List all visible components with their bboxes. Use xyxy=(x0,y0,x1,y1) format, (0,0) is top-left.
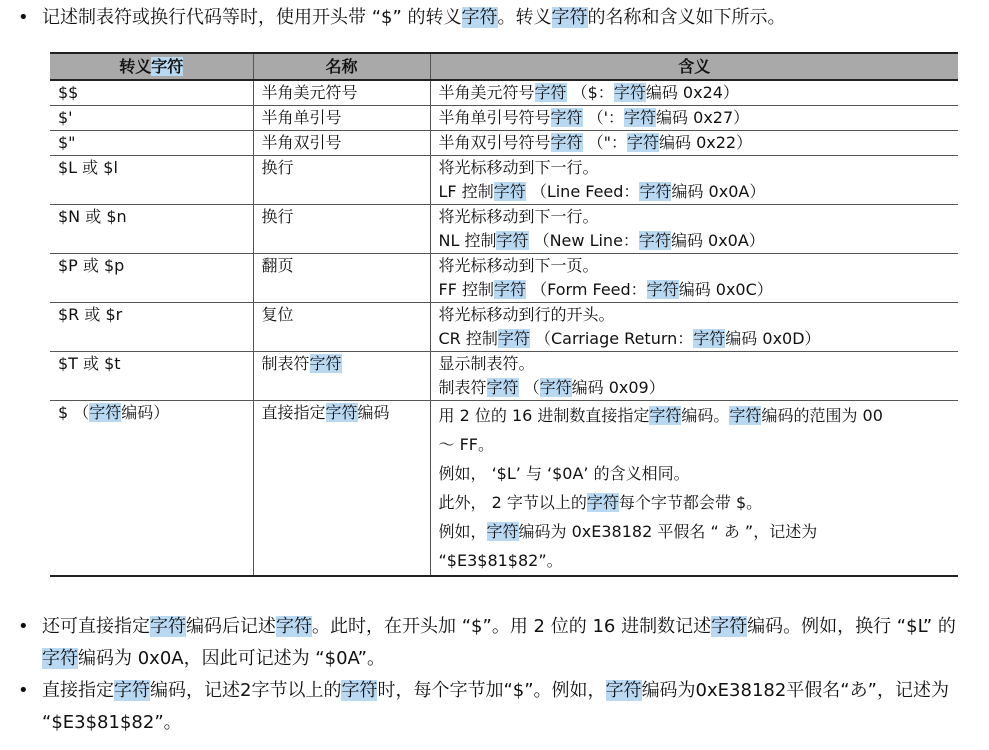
highlighted-term: 字符 xyxy=(534,83,567,102)
table-row xyxy=(50,401,958,577)
text-segment: 显示制表符。 xyxy=(438,354,535,373)
cell-escape-char xyxy=(50,131,253,156)
meaning-line xyxy=(439,106,951,130)
header-meaning xyxy=(430,53,958,80)
text-segment: 例如， xyxy=(438,522,487,541)
text-segment: ～ FF。 xyxy=(438,435,494,454)
text-segment: 编码为 0x0A，因此可记述为 “$0A”。 xyxy=(78,648,385,669)
note-2-paragraph xyxy=(42,675,972,739)
cell-escape-char xyxy=(50,80,253,106)
intro-bullet: • xyxy=(18,7,29,28)
text-segment: 将光标移动到下一页。 xyxy=(438,256,599,275)
text-segment: $$ xyxy=(58,83,79,102)
text-segment: 。转义 xyxy=(497,7,552,28)
text-segment: 编码 0x0D） xyxy=(725,329,821,348)
text-segment: 编码 0x09） xyxy=(571,378,665,397)
text-segment: 编码 xyxy=(357,403,390,422)
cell-name xyxy=(253,303,430,352)
highlighted-term: 字符 xyxy=(624,108,657,127)
meaning-line xyxy=(439,327,951,351)
highlighted-term: 字符 xyxy=(486,378,519,397)
highlighted-term: 字符 xyxy=(493,182,526,201)
cell-name xyxy=(253,205,430,254)
highlighted-term: 字符 xyxy=(496,231,529,250)
highlighted-term: 字符 xyxy=(711,616,748,637)
table-row xyxy=(50,303,958,352)
meaning-line xyxy=(439,205,951,229)
text-segment: $' xyxy=(58,108,73,127)
highlighted-term: 字符 xyxy=(613,83,646,102)
text-segment: 转义 xyxy=(119,56,152,76)
text-segment: 还可直接指定 xyxy=(42,616,150,637)
text-segment: 翻页 xyxy=(261,256,294,275)
text-segment: 名称 xyxy=(325,56,358,76)
table-row xyxy=(50,80,958,106)
text-segment: 编码。 xyxy=(681,406,730,425)
text-segment: $R 或 $r xyxy=(58,305,123,324)
meaning-line xyxy=(439,303,951,327)
text-segment: 将光标移动到下一行。 xyxy=(438,207,599,226)
table-row xyxy=(50,131,958,156)
meaning-line xyxy=(439,81,951,105)
highlighted-term: 字符 xyxy=(89,403,122,422)
text-segment: 半角单引号 xyxy=(261,108,342,127)
meaning-line xyxy=(439,401,951,430)
text-segment: （New Line： xyxy=(528,231,639,250)
text-segment: （'： xyxy=(582,108,625,127)
text-segment: 编码为0xE38182平假名“あ”，记述为 “$E3$81$82”。 xyxy=(42,680,955,733)
meaning-line xyxy=(439,546,951,575)
text-segment: 时，每个字节加“$”。例如， xyxy=(377,680,606,701)
note-2-bullet: • xyxy=(18,680,29,701)
header-name xyxy=(253,53,430,80)
text-segment: 编码 0x22） xyxy=(659,133,753,152)
text-segment: 半角单引号符号 xyxy=(438,108,551,127)
cell-meaning xyxy=(430,80,958,106)
text-segment: $ （ xyxy=(58,403,90,422)
highlighted-term: 字符 xyxy=(550,133,583,152)
highlighted-term: 字符 xyxy=(586,493,619,512)
text-segment: 编码为 0xE38182 平假名 “ あ ”，记述为 xyxy=(518,522,818,541)
highlighted-term: 字符 xyxy=(539,378,572,397)
text-segment: 编码 0x27） xyxy=(656,108,750,127)
text-segment: 编码） xyxy=(121,403,170,422)
text-segment: $L 或 $l xyxy=(58,158,118,177)
cell-name xyxy=(253,131,430,156)
cell-name xyxy=(253,352,430,401)
text-segment: （$： xyxy=(566,83,614,102)
table-row xyxy=(50,205,958,254)
highlighted-term: 字符 xyxy=(649,406,682,425)
text-segment: 制表符 xyxy=(261,354,310,373)
escape-character-table xyxy=(50,52,958,577)
text-segment: （ xyxy=(518,378,540,397)
cell-meaning xyxy=(430,156,958,205)
text-segment: 制表符 xyxy=(438,378,487,397)
text-segment: 每个字节都会带 $。 xyxy=(618,493,763,512)
text-segment: 。此时，在开头加 “$”。用 2 位的 16 进制数记述 xyxy=(312,616,712,637)
highlighted-term: 字符 xyxy=(646,280,679,299)
highlighted-term: 字符 xyxy=(497,329,530,348)
cell-escape-char xyxy=(50,303,253,352)
text-segment: 编码 0x0C） xyxy=(678,280,773,299)
highlighted-term: 字符 xyxy=(341,680,378,701)
highlighted-term: 字符 xyxy=(309,354,342,373)
text-segment: 复位 xyxy=(261,305,294,324)
meaning-line xyxy=(439,459,951,488)
intro-paragraph xyxy=(42,2,972,34)
text-segment: 编码后记述 xyxy=(186,616,276,637)
cell-name xyxy=(253,106,430,131)
cell-name xyxy=(253,401,430,577)
text-segment: （Carriage Return： xyxy=(529,329,694,348)
meaning-line xyxy=(439,488,951,517)
text-segment: LF 控制 xyxy=(438,182,494,201)
text-segment: 半角美元符号 xyxy=(438,83,535,102)
highlighted-term: 字符 xyxy=(151,56,184,76)
meaning-line xyxy=(439,430,951,459)
highlighted-term: 字符 xyxy=(325,403,358,422)
highlighted-term: 字符 xyxy=(42,648,78,669)
highlighted-term: 字符 xyxy=(494,280,527,299)
text-segment: $" xyxy=(58,133,76,152)
text-segment: $T 或 $t xyxy=(58,354,121,373)
text-segment: 编码 0x0A） xyxy=(671,182,766,201)
cell-name xyxy=(253,156,430,205)
text-segment: 直接指定 xyxy=(261,403,326,422)
cell-meaning xyxy=(430,352,958,401)
meaning-line xyxy=(439,352,951,376)
meaning-line xyxy=(439,180,951,204)
meaning-line xyxy=(439,254,951,278)
meaning-line xyxy=(439,278,951,302)
cell-name xyxy=(253,254,430,303)
cell-escape-char xyxy=(50,254,253,303)
highlighted-term: 字符 xyxy=(638,231,671,250)
meaning-line xyxy=(439,517,951,546)
text-segment: 换行 xyxy=(261,158,294,177)
cell-meaning xyxy=(430,131,958,156)
text-segment: 半角双引号 xyxy=(261,133,342,152)
text-segment: NL 控制 xyxy=(438,231,497,250)
table-header-row xyxy=(50,53,958,80)
meaning-line xyxy=(439,156,951,180)
table-row xyxy=(50,106,958,131)
table-row xyxy=(50,156,958,205)
text-segment: 半角双引号符号 xyxy=(438,133,551,152)
text-segment: 将光标移动到下一行。 xyxy=(438,158,599,177)
text-segment: 编码。例如，换行 “$L” 的 xyxy=(747,616,956,637)
cell-meaning xyxy=(430,205,958,254)
highlighted-term: 字符 xyxy=(605,680,642,701)
text-segment: 的名称和含义如下所示。 xyxy=(587,7,786,28)
highlighted-term: 字符 xyxy=(626,133,659,152)
text-segment: 此外， 2 字节以上的 xyxy=(438,493,587,512)
meaning-line xyxy=(439,229,951,253)
text-segment: $N 或 $n xyxy=(58,207,127,226)
note-1-paragraph xyxy=(42,611,972,675)
text-segment: 编码的范围为 00 xyxy=(761,406,883,425)
text-segment: 将光标移动到行的开头。 xyxy=(438,305,615,324)
text-segment: 编码 0x0A） xyxy=(670,231,765,250)
meaning-line xyxy=(439,131,951,155)
text-segment: 例如， ‘$L’ 与 ‘$0A’ 的含义相同。 xyxy=(438,464,690,483)
text-segment: 直接指定 xyxy=(42,680,114,701)
table-row xyxy=(50,352,958,401)
text-segment: 半角美元符号 xyxy=(261,83,358,102)
table-row xyxy=(50,254,958,303)
highlighted-term: 字符 xyxy=(693,329,726,348)
highlighted-term: 字符 xyxy=(114,680,150,701)
text-segment: FF 控制 xyxy=(438,280,494,299)
text-segment: 编码 0x24） xyxy=(645,83,739,102)
cell-escape-char xyxy=(50,106,253,131)
cell-escape-char xyxy=(50,401,253,577)
meaning-line xyxy=(439,376,951,400)
cell-name xyxy=(253,80,430,106)
highlighted-term: 字符 xyxy=(150,616,186,637)
text-segment: （"： xyxy=(582,133,627,152)
text-segment: 编码，记述2字节以上的 xyxy=(150,680,342,701)
cell-escape-char xyxy=(50,205,253,254)
note-1-bullet: • xyxy=(18,616,29,637)
cell-meaning xyxy=(430,254,958,303)
text-segment: $P 或 $p xyxy=(58,256,125,275)
text-segment: 含义 xyxy=(678,56,711,76)
text-segment: 记述制表符或换行代码等时，使用开头带 “$” 的转义 xyxy=(42,7,462,28)
text-segment: “$E3$81$82”。 xyxy=(438,551,563,570)
cell-meaning xyxy=(430,401,958,577)
highlighted-term: 字符 xyxy=(729,406,762,425)
highlighted-term: 字符 xyxy=(276,616,312,637)
cell-meaning xyxy=(430,303,958,352)
highlighted-term: 字符 xyxy=(639,182,672,201)
text-segment: （Form Feed： xyxy=(526,280,647,299)
header-escape-char xyxy=(50,53,253,80)
highlighted-term: 字符 xyxy=(551,7,588,28)
text-segment: 用 2 位的 16 进制数直接指定 xyxy=(438,406,650,425)
cell-escape-char xyxy=(50,352,253,401)
text-segment: 换行 xyxy=(261,207,294,226)
cell-meaning xyxy=(430,106,958,131)
text-segment: （Line Feed： xyxy=(525,182,640,201)
text-segment: CR 控制 xyxy=(438,329,498,348)
highlighted-term: 字符 xyxy=(550,108,583,127)
highlighted-term: 字符 xyxy=(461,7,498,28)
highlighted-term: 字符 xyxy=(486,522,519,541)
cell-escape-char xyxy=(50,156,253,205)
